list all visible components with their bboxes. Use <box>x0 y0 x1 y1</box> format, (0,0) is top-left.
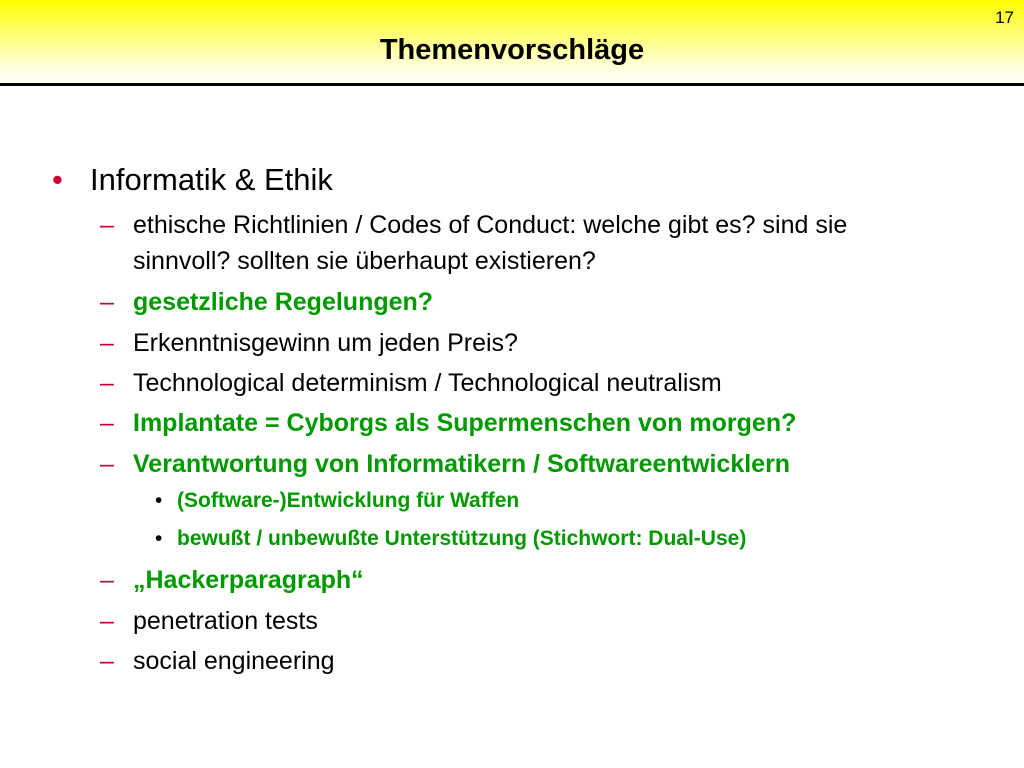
list-item-text: ethische Richtlinien / Codes of Conduct: welche gibt es? sind sie <box>133 211 848 239</box>
dash-marker: – <box>100 288 114 316</box>
slide-title: Themenvorschläge <box>379 34 645 66</box>
sub-item-text: bewußt / unbewußte Unterstützung (Stichwort: Dual-Use) <box>177 527 747 550</box>
main-bullet-text: Informatik & Ethik <box>90 162 333 197</box>
dash-marker: – <box>100 607 114 635</box>
sub-item-text: (Software-)Entwicklung für Waffen <box>177 489 520 512</box>
slide-number: 17 <box>995 8 1014 27</box>
dash-marker: – <box>100 369 114 397</box>
bullet-marker: • <box>155 489 163 512</box>
list-item-text: gesetzliche Regelungen? <box>133 288 434 316</box>
dash-marker: – <box>100 329 114 357</box>
dash-marker: – <box>100 647 114 675</box>
bullet-marker: • <box>155 527 163 550</box>
list-item-text: Implantate = Cyborgs als Supermenschen von morgen? <box>133 409 797 437</box>
list-item-text: penetration tests <box>133 607 318 635</box>
list-item-text: Erkenntnisgewinn um jeden Preis? <box>133 329 518 357</box>
dash-marker: – <box>100 211 114 239</box>
list-item-text-continued: sinnvoll? sollten sie überhaupt existieren? <box>133 247 596 275</box>
list-item-text: „Hackerparagraph“ <box>133 566 364 594</box>
dash-marker: – <box>100 450 114 478</box>
list-item-text: social engineering <box>133 647 335 675</box>
list-item-text: Technological determinism / Technological neutralism <box>133 369 722 397</box>
dash-marker: – <box>100 409 114 437</box>
list-item-text: Verantwortung von Informatikern / Softwareentwicklern <box>133 450 791 478</box>
bullet-marker: • <box>52 162 63 197</box>
dash-marker: – <box>100 566 114 594</box>
